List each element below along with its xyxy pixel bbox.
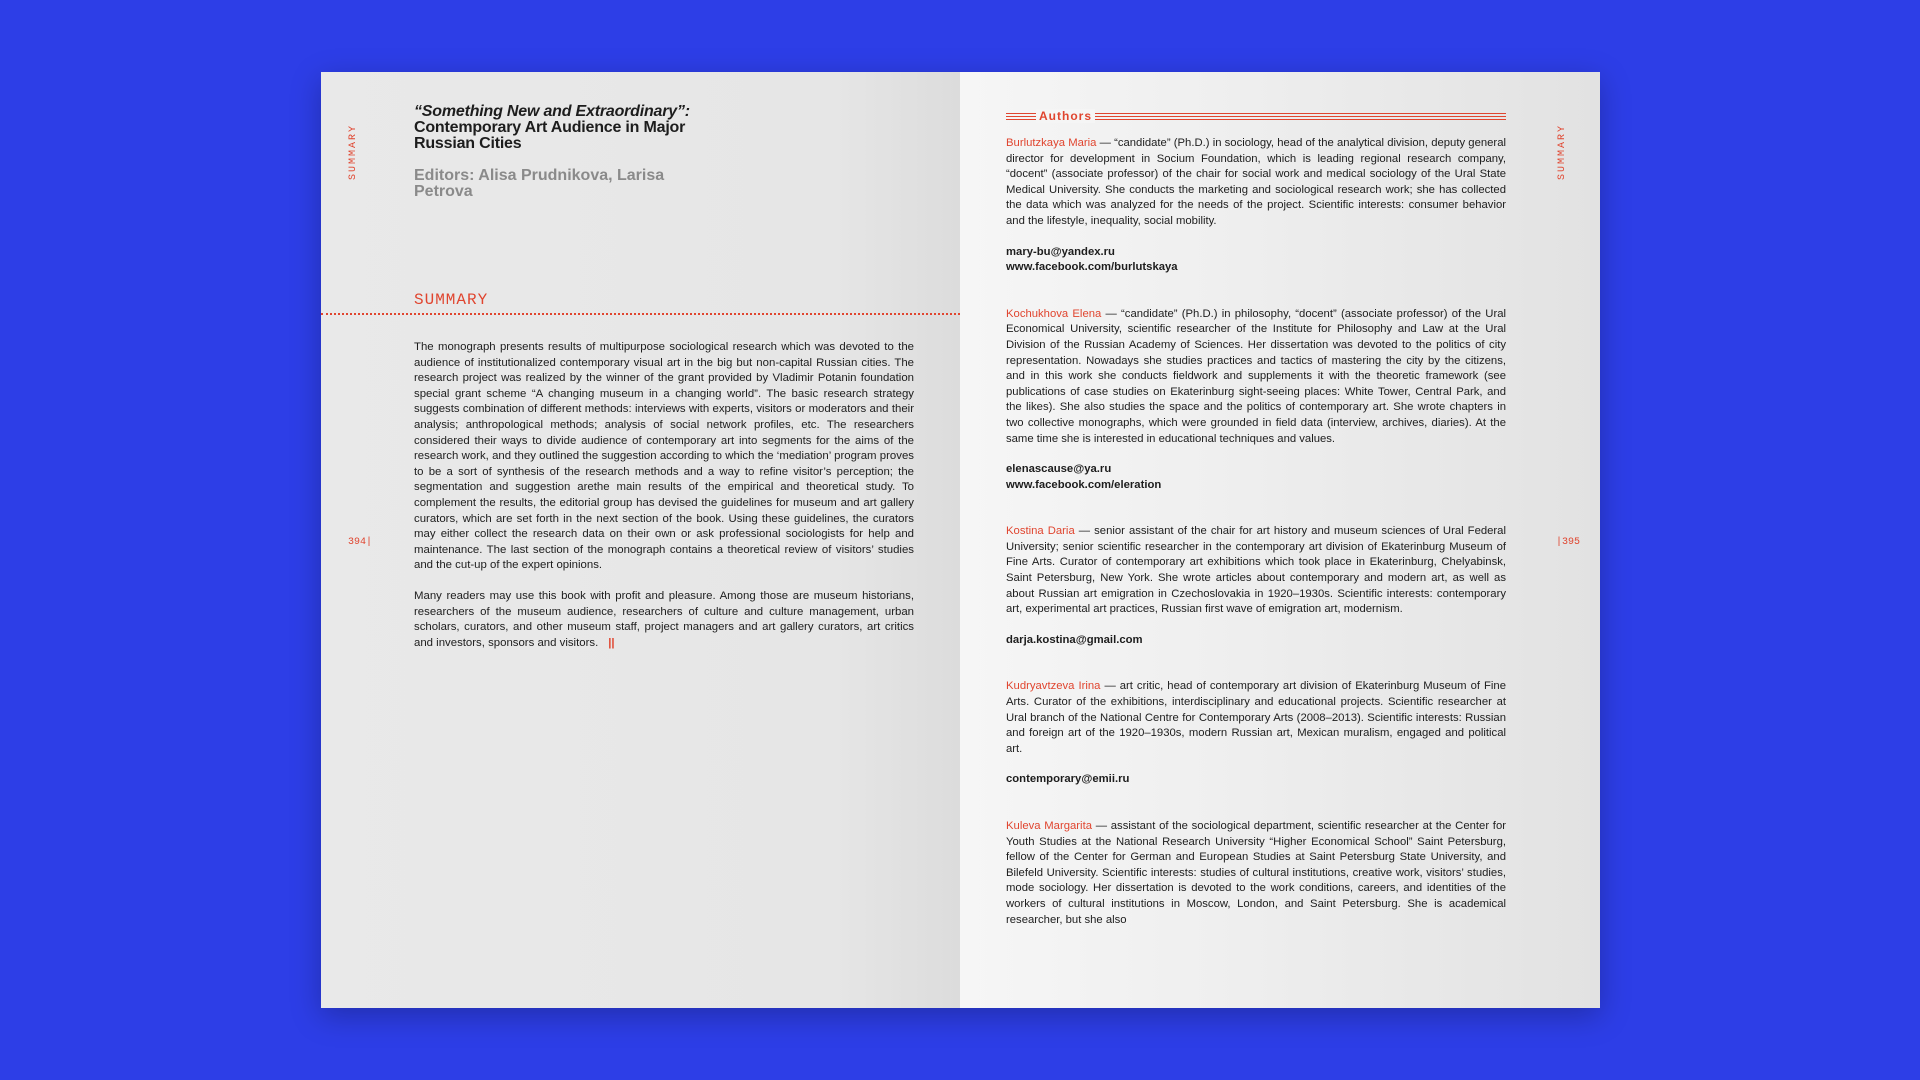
authors-heading: Authors — [1036, 109, 1095, 123]
book-title-italic: “Something New and Extraordinary”: — [414, 103, 690, 120]
summary-paragraph-2 — [414, 589, 914, 651]
end-mark: || — [608, 636, 615, 649]
left-page — [321, 72, 960, 1008]
page-number-right-value: 395 — [1562, 537, 1581, 548]
author-entry — [1006, 679, 1506, 788]
author-email[interactable]: darja.kostina@gmail.com — [1006, 633, 1143, 646]
author-entry — [1006, 307, 1506, 494]
side-label-right: SUMMARY — [1557, 123, 1568, 180]
author-bio-text: — art critic, head of contemporary art division of Ekaterinburg Museum of Fine Arts. Curator of the exhibitions, interdisciplinary and educational projects. Scientific researcher at Ural branch of the National Centre for Contemporary Arts (2008–2013). Scientific interests: Russian and foreign art of the 1920–1930s, modern Russian art, Mexican muralism, engaged and political art. — [1006, 680, 1507, 755]
author-bio-text: — assistant of the sociological department, scientific researcher at the Center for Youth Studies at the National Research University “Higher Economical School” Saint Petersburg, fellow of the Center for German and European Studies at Saint Petersburg State University, and Bilefeld University. Scientific interests: studies of cultural institutions, creative work, visitors’ studies, mode sociology. Her dissertation is devoted to the work conditions, careers, and identities of the workers of cultural institutions in Moscow, London, and Saint Petersburg. She is academical researcher, but she also — [1006, 820, 1506, 926]
page-number-right: |395 — [1556, 537, 1581, 548]
author-name: Kochukhova Elena — [1006, 307, 1102, 320]
authors-list — [1006, 136, 1506, 959]
author-contacts — [1006, 633, 1506, 649]
author-web[interactable]: www.facebook.com/burlutskaya — [1006, 261, 1178, 274]
author-bio-text: — senior assistant of the chair for art history and museum sciences of Ural Federal University; senior scientific researcher in the contemporary art division of Ekaterinburg Museum of Fine Arts. Curator of contemporary art exhibitions which took place in Ekaterinburg, Chelyabinsk, Saint Petersburg, New York. She wrote articles about contemporary and modern art, as well as about Russian art emigration in Czechoslovakia in 1920–1930s. Scientific interests: contemporary art, experimental art practices, Russian first wave of emigration art, modernism. — [1006, 525, 1506, 616]
author-web[interactable]: www.facebook.com/eleration — [1006, 478, 1162, 491]
author-name: Burlutzkaya Maria — [1006, 137, 1097, 149]
editors: Editors: Alisa Prudnikova, Larisa Petrova — [414, 167, 665, 200]
author-contacts — [1006, 772, 1506, 788]
book-title-rest: Contemporary Art Audience in Major Russian Cities — [414, 119, 686, 152]
author-bio-text: — “candidate” (Ph.D.) in philosophy, “docent” (associate professor) of the Ural Economical University, scientific researcher of the Institute for Philosophy and Law at the Ural Division of the Russian Academy of Sciences. Her dissertation was devoted to the politics of city representation. Nowadays she studies practices and tactics of mastering the city by the citizens, and in this work she conducts fieldwork and supplements it with the theoretic framework (see publications of case studies on Ekaterinburg sight-seeing places: White Tower, Central Park, and the likes). She also studies the space and the politics of contemporary art. She wrote chapters in two collective monographs, which were grounded in field data (interview, archives, diaries). At the same time she is interested in educational techniques and values. — [1006, 307, 1506, 445]
summary-body — [414, 340, 914, 666]
book-title — [414, 104, 744, 152]
page-number-left-value: 394 — [348, 537, 367, 548]
author-bio — [1006, 819, 1506, 928]
author-bio — [1006, 679, 1506, 757]
book-spread — [321, 72, 1600, 1008]
author-email[interactable]: elenascause@ya.ru — [1006, 463, 1112, 476]
summary-paragraph-1: The monograph presents results of multipurpose sociological research which was devoted to the audience of institutionalized contemporary visual art in the big but non-capital Russian cities. The research project was realized by the winner of the grant provided by Vladimir Potanin foundation special grant scheme “A changing museum in a changing world”. The basic research strategy suggests combination of different methods: interviews with experts, visitors or moderators and their analysis; anthropological methods; analysis of social network profiles, etc. The researchers considered their ways to divide audience of contemporary art into segments for the aims of the research work, and they outlined the suggestion according to which the ‘mediation’ program proves to be a sort of synthesis of the research methods and a way to refine visitor’s perception; the segmentation and suggestion arethe main results of the empirical and theoretical study. To complement the results, the editorial group has devised the guidelines for museum and art gallery curators, which are set forth in the next section of the book. Using these guidelines, the curators may either collect the research data on their own or ask professional sociologists for help and maintenance. The last section of the monograph contains a theoretical review of visitors’ studies and the cut-up of the expert opinions. — [414, 341, 914, 572]
section-heading: SUMMARY — [414, 291, 489, 309]
author-email[interactable]: contemporary@emii.ru — [1006, 773, 1130, 786]
author-name: Kudryavtzeva Irina — [1006, 680, 1101, 693]
author-entry — [1006, 136, 1506, 276]
side-label-left: SUMMARY — [348, 123, 359, 180]
author-contacts — [1006, 462, 1506, 493]
page-number-left: 394| — [348, 537, 373, 548]
author-entry — [1006, 524, 1506, 648]
author-bio-text: — “candidate” (Ph.D.) in sociology, head of the analytical division, deputy general director for development in Socium Foundation, which is leading regional research company, “docent” (associate professor) of the chair for social work and medical sociology of the Ural State Medical University. She conducts the marketing and sociological research work; she has collected the data which was analyzed for the needs of the project. Scientific interests: consumer behavior and the lifestyle, inequality, social mobility. — [1006, 137, 1506, 227]
dotted-divider — [321, 313, 960, 315]
summary-paragraph-2-text: Many readers may use this book with profit and pleasure. Among those are museum historians, researchers of the museum audience, researchers of culture and culture management, urban scholars, curators, and other museum staff, project managers and art gallery curators, art critics and investors, sponsors and visitors. — [414, 589, 914, 649]
authors-heading-rule — [1006, 111, 1506, 121]
author-bio — [1006, 524, 1506, 618]
author-name: Kostina Daria — [1006, 525, 1075, 538]
author-contacts — [1006, 245, 1506, 276]
author-name: Kuleva Margarita — [1006, 820, 1092, 832]
author-entry — [1006, 819, 1506, 928]
author-email[interactable]: mary-bu@yandex.ru — [1006, 245, 1115, 258]
author-bio — [1006, 136, 1506, 230]
author-bio — [1006, 307, 1506, 447]
right-page — [960, 72, 1600, 1008]
